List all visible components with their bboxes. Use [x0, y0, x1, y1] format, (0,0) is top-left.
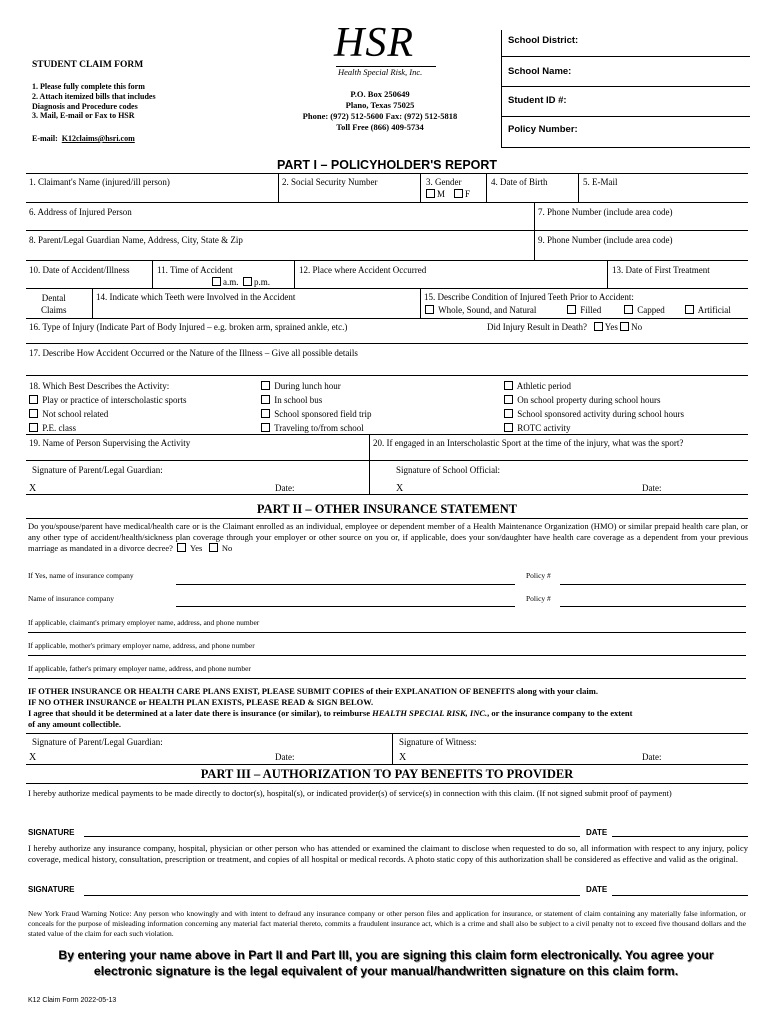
signature-line-1[interactable]	[84, 836, 580, 837]
notice-line-4: of any amount collectible.	[28, 719, 122, 730]
teeth-whole-label: Whole, Sound, and Natural	[438, 305, 537, 315]
dental-label: Dental	[41, 293, 66, 303]
activity-label: 18. Which Best Describes the Activity:	[29, 381, 170, 391]
notice-line-3b: HEALTH SPECIAL RISK, INC.	[372, 708, 488, 719]
teeth-artificial-label: Artificial	[697, 305, 731, 315]
other-ins-notice	[28, 686, 632, 730]
teeth-filled-label: Filled	[580, 305, 602, 315]
activity-not-school-checkbox[interactable]	[29, 409, 38, 418]
activity-property-label: On school property during school hours	[517, 395, 661, 405]
gender-m-checkbox[interactable]	[426, 189, 435, 198]
sig-parent-label-2: Signature of Parent/Legal Guardian:	[32, 737, 163, 747]
part3-paragraph-2: I hereby authorize any insurance company, hospital, physician or other person who has attended or examined the claimant to disclose when requested to do so, all information with respect to any injury, policy coverage, medical history, consultation, prescription or treatment, and copies of all hospital or medical records. A photo static copy of this authorization shall be considered as effective and valid as the original.	[28, 843, 748, 865]
teeth-condition-label: 15. Describe Condition of Injured Teeth Prior to Accident:	[424, 292, 634, 302]
activity-sponsored-checkbox[interactable]	[504, 409, 513, 418]
address-line-2: Plano, Texas 75025	[345, 100, 415, 111]
sig-parent-x: X	[29, 483, 37, 494]
sig-witness-x: X	[399, 752, 407, 763]
activity-bus-checkbox[interactable]	[261, 395, 270, 404]
other-ins-no-label: No	[221, 543, 233, 554]
death-yes-label: Yes	[604, 322, 618, 332]
sig-parent-label: Signature of Parent/Legal Guardian:	[32, 465, 163, 475]
teeth-involved-label: 14. Indicate which Teeth were Involved in the Accident	[96, 292, 296, 302]
policy-number-label: Policy Number:	[508, 124, 578, 135]
death-yes-checkbox[interactable]	[594, 322, 603, 331]
death-question	[487, 322, 642, 332]
sig-witness-label: Signature of Witness:	[399, 737, 477, 747]
am-checkbox[interactable]	[212, 277, 221, 286]
teeth-whole-checkbox[interactable]	[425, 305, 434, 314]
instruction-4: 3. Mail, E-mail or Fax to HSR	[32, 111, 135, 121]
activity-field-trip-label: School sponsored field trip	[274, 409, 372, 419]
activity-col2-item-3	[261, 423, 364, 433]
instructions	[32, 82, 156, 121]
activity-col2-item-2	[261, 409, 372, 419]
activity-col3-item-2	[504, 409, 684, 419]
phone-label: 7. Phone Number (include area code)	[538, 207, 673, 217]
email-field-label: 5. E-Mail	[583, 177, 618, 187]
teeth-capped-checkbox[interactable]	[624, 305, 633, 314]
injury-type-label: 16. Type of Injury (Indicate Part of Body Injured – e.g. broken arm, sprained ankle, etc.)	[29, 322, 348, 332]
activity-athletic-label: Athletic period	[516, 381, 571, 391]
fraud-warning: New York Fraud Warning Notice: Any person who knowingly and with intent to defraud any insurance company or other person files and application for insurance, or statement of claim containing any materially false information, or conceals for the purpose of misleading information concerning any material fact material thereto, commits a fraudulent insurance act, which is a crime and shall also be subject to a civil penalty not to exceed five thousand dollars and the stated value of the claim for each such violation.	[28, 909, 746, 938]
activity-traveling-checkbox[interactable]	[261, 423, 270, 432]
activity-pe-checkbox[interactable]	[29, 423, 38, 432]
gender-m-label: M	[437, 189, 446, 199]
ssn-label: 2. Social Security Number	[282, 177, 378, 187]
esign-notice: By entering your name above in Part II and Part III, you are signing this claim form electronically. You agree your electronic signature is the legal equivalent of your manual/handwritten signature on this claim form.	[58, 948, 714, 979]
gender-f-label: F	[465, 189, 471, 199]
guardian-label: 8. Parent/Legal Guardian Name, Address, City, State & Zip	[29, 235, 243, 245]
instruction-1: 1. Please fully complete this form	[32, 82, 145, 91]
email-link[interactable]: K12claims@hsri.com	[61, 134, 135, 143]
activity-col2-item-0	[261, 381, 341, 391]
student-id-label: Student ID #:	[508, 95, 567, 106]
other-ins-yes-checkbox[interactable]	[177, 543, 186, 552]
policy-line-2[interactable]	[560, 606, 746, 607]
activity-rotc-label: ROTC activity	[517, 423, 571, 433]
notice-line-3a: I agree that should it be determined at a later date there is insurance (or similar), to reimburse	[28, 708, 373, 719]
notice-line-3c: , or the insurance company to the extent	[487, 708, 633, 719]
sig-witness-date: Date:	[642, 752, 662, 762]
part2-paragraph	[28, 521, 748, 554]
activity-athletic-checkbox[interactable]	[504, 381, 513, 390]
father-employer-line[interactable]	[28, 678, 746, 679]
signature-label-2: SIGNATURE	[28, 885, 75, 894]
other-ins-yes-label: Yes	[189, 543, 203, 554]
activity-col1-item-0	[29, 395, 186, 405]
gender-label: 3. Gender	[426, 177, 462, 187]
pm-label: p.m.	[254, 277, 271, 287]
activity-sponsored-label: School sponsored activity during school hours	[517, 409, 684, 419]
address-line-1: P.O. Box 250649	[350, 89, 410, 99]
activity-traveling-label: Traveling to/from school	[274, 423, 364, 433]
gender-options	[426, 189, 470, 199]
instruction-2: 2. Attach itemized bills that includes	[32, 91, 156, 101]
sig-official-x: X	[396, 483, 404, 494]
school-name-label: School Name:	[508, 66, 572, 77]
signature-label-1: SIGNATURE	[28, 828, 75, 837]
activity-pe-label: P.E. class	[42, 423, 76, 433]
teeth-option-capped	[624, 305, 665, 315]
activity-field-trip-checkbox[interactable]	[261, 409, 270, 418]
notice-line-1: IF OTHER INSURANCE OR HEALTH CARE PLANS EXIST, PLEASE SUBMIT COPIES of their EXPLANATION OF BENEFITS along with your claim.	[28, 686, 598, 696]
sig-official-date: Date:	[642, 483, 662, 493]
sig-official-label: Signature of School Official:	[396, 465, 501, 475]
activity-interscholastic-checkbox[interactable]	[29, 395, 38, 404]
teeth-artificial-checkbox[interactable]	[685, 305, 694, 314]
claimant-name-label: 1. Claimant's Name (injured/ill person)	[29, 177, 170, 187]
activity-col3-item-0	[504, 381, 571, 391]
part3-title: PART III – AUTHORIZATION TO PAY BENEFITS TO PROVIDER	[200, 767, 574, 781]
footer-form-id: K12 Claim Form 2022-05-13	[28, 997, 117, 1004]
hsr-address	[250, 89, 510, 133]
address-line-4: Toll Free (866) 409-5734	[336, 122, 424, 133]
activity-bus-label: In school bus	[274, 395, 323, 405]
activity-rotc-checkbox[interactable]	[504, 423, 513, 432]
teeth-option-artificial	[685, 305, 731, 315]
death-question-label: Did Injury Result in Death?	[487, 322, 587, 332]
notice-line-2: IF NO OTHER INSURANCE or HEALTH PLAN EXISTS, PLEASE READ & SIGN BELOW.	[28, 697, 374, 708]
mother-employer-line[interactable]	[28, 655, 746, 656]
ins-company-label: Name of insurance company	[28, 594, 115, 603]
part2-question: Do you/spouse/parent have medical/health care or is the Claimant enrolled as an individual, employee or dependent member of a Health Maintenance Organization (HMO) or similar prepaid health care plan, or any other type of accident/health/sickness plan coverage through your employer or other source on you or, if applicable, does your son/daughter have health care coverage as a dependent from your previous marriage as mandated in a divorce decree?	[28, 521, 748, 554]
school-district-label: School District:	[508, 35, 579, 46]
email-label: E-mail:	[32, 134, 58, 143]
dob-label: 4. Date of Birth	[491, 177, 548, 187]
policy-label-2: Policy #	[526, 594, 551, 603]
death-no-checkbox[interactable]	[620, 322, 629, 331]
policy-line-1[interactable]	[560, 584, 746, 585]
address-label: 6. Address of Injured Person	[29, 207, 132, 217]
sport-label: 20. If engaged in an Interscholastic Sport at the time of the injury, what was the sport?	[373, 438, 684, 448]
teeth-filled-checkbox[interactable]	[567, 305, 576, 314]
supervisor-label: 19. Name of Person Supervising the Activity	[29, 438, 191, 448]
part2-title: PART II – OTHER INSURANCE STATEMENT	[256, 502, 518, 516]
activity-col2-item-1	[261, 395, 322, 405]
hsr-logo-sub: Health Special Risk, Inc.	[338, 67, 423, 77]
teeth-capped-label: Capped	[637, 305, 665, 315]
accident-time-label: 11. Time of Accident	[157, 265, 233, 275]
pm-checkbox[interactable]	[243, 277, 252, 286]
father-employer-label: If applicable, father's primary employer name, address, and phone number	[28, 664, 251, 673]
am-label: a.m.	[223, 277, 239, 287]
claimant-employer-line[interactable]	[28, 632, 746, 633]
dental-claims-label	[41, 293, 67, 316]
date-label-2: DATE	[586, 885, 608, 894]
activity-lunch-label: During lunch hour	[274, 381, 341, 391]
ins-company-line[interactable]	[176, 606, 515, 607]
activity-interscholastic-label: Play or practice of interscholastic sports	[42, 395, 187, 405]
address-line-3: Phone: (972) 512-5600 Fax: (972) 512-5818	[302, 111, 458, 122]
sig-parent-date: Date:	[275, 483, 295, 493]
form-title: STUDENT CLAIM FORM	[32, 60, 144, 70]
policy-label-1: Policy #	[526, 571, 551, 580]
activity-col1-item-1	[29, 409, 108, 419]
date-label-1: DATE	[586, 828, 608, 837]
other-ins-no-checkbox[interactable]	[209, 543, 218, 552]
activity-col3-item-3	[504, 423, 571, 433]
accident-place-label: 12. Place where Accident Occurred	[299, 265, 427, 275]
part3-paragraph-1: I hereby authorize medical payments to be made directly to doctor(s), hospital(s), or indicated provider(s) of service(s) in connection with this claim. (If not signed submit proof of payment)	[28, 788, 672, 798]
instruction-3: Diagnosis and Procedure codes	[32, 101, 138, 111]
sig-parent-date-2: Date:	[275, 752, 295, 762]
hsr-logo: HSR	[334, 20, 414, 66]
activity-property-checkbox[interactable]	[504, 395, 513, 404]
activity-col1-item-2	[29, 423, 76, 433]
teeth-option-whole	[425, 305, 536, 315]
email-line	[32, 134, 135, 143]
guardian-phone-label: 9. Phone Number (include area code)	[538, 235, 673, 245]
teeth-option-filled	[567, 305, 601, 315]
part1-title: PART I – POLICYHOLDER'S REPORT	[276, 158, 498, 172]
ins-company-yes-line[interactable]	[176, 584, 515, 585]
gender-f-checkbox[interactable]	[454, 189, 463, 198]
notice-line-3	[28, 708, 632, 719]
signature-line-2[interactable]	[84, 895, 580, 896]
accident-date-label: 10. Date of Accident/Illness	[29, 265, 130, 275]
sig-parent-x-2: X	[29, 752, 37, 763]
activity-not-school-label: Not school related	[42, 409, 109, 419]
ampm-options	[212, 277, 270, 287]
mother-employer-label: If applicable, mother's primary employer name, address, and phone number	[28, 641, 255, 650]
death-no-label: No	[631, 322, 643, 332]
ins-company-yes-label: If Yes, name of insurance company	[28, 571, 134, 580]
date-line-1[interactable]	[612, 836, 748, 837]
activity-lunch-checkbox[interactable]	[261, 381, 270, 390]
first-treatment-label: 13. Date of First Treatment	[612, 265, 710, 275]
claimant-employer-label: If applicable, claimant's primary employer name, address, and phone number	[28, 618, 260, 627]
claims-label: Claims	[41, 304, 67, 315]
activity-col3-item-1	[504, 395, 660, 405]
accident-description-label: 17. Describe How Accident Occurred or the Nature of the Illness – Give all possible details	[29, 348, 358, 358]
date-line-2[interactable]	[612, 895, 748, 896]
